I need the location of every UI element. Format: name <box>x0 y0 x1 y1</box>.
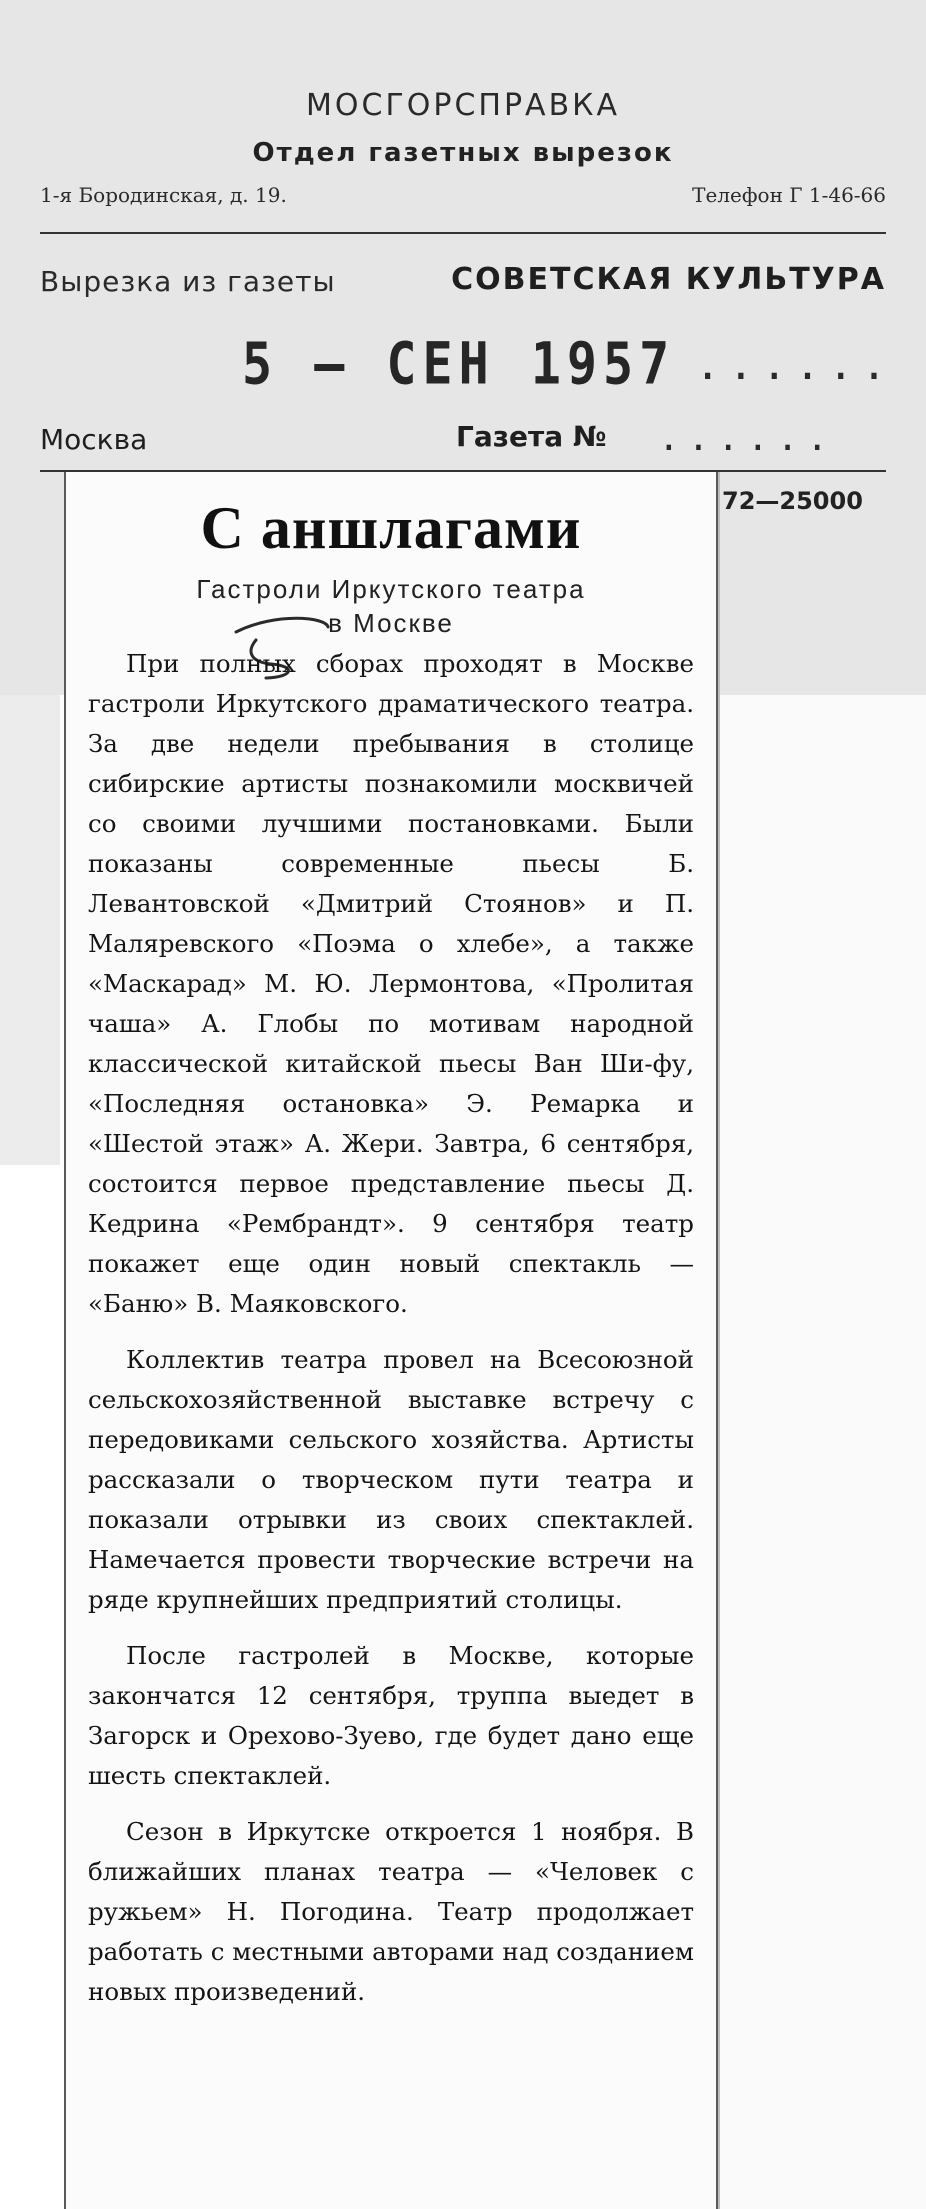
header-rule <box>40 232 886 234</box>
paper-number-dots: ...... <box>658 418 837 459</box>
subhead-line: Гастроли Иркутского театра <box>196 574 586 604</box>
circulation-number: 72—25000 <box>722 487 863 515</box>
form-margin <box>0 695 60 1165</box>
article-body <box>88 644 694 2028</box>
paper-number-label: Газета № <box>456 420 607 453</box>
clipping-label: Вырезка из газеты <box>40 265 336 298</box>
date-stamp: 5 — СЕН 1957 <box>242 330 676 398</box>
date-dots: ...... <box>695 340 895 389</box>
department-name: Отдел газетных вырезок <box>252 138 674 168</box>
article-paragraph: После гастролей в Москве, которые закончатся 12 сентября, труппа выедет в Загорск и Орехово-Зуево, где будет дано еще шесть спектаклей. <box>88 1641 694 1790</box>
article-subhead <box>66 572 716 640</box>
agency-phone: Телефон Г 1-46-66 <box>692 183 886 207</box>
article-paragraph: Сезон в Иркутске откроется 1 ноября. В ближайших планах театра — «Человек с ружьем» Н. Погодина. Театр продолжает работать с местными авторами над созданием новых произведений. <box>88 1817 694 2006</box>
agency-name: МОСГОРСПРАВКА <box>306 88 620 123</box>
article-paragraph: Коллектив театра провел на Всесоюзной сельскохозяйственной выставке встречу с передовиками сельского хозяйства. Артисты рассказали о творческом пути театра и показали отрывки из своих спектаклей. Намечается провести творческие встречи на ряде крупнейших предприятий столицы. <box>88 1345 694 1614</box>
subhead-line: в Москве <box>328 608 454 638</box>
newspaper-name: СОВЕТСКАЯ КУЛЬТУРА <box>451 262 886 297</box>
city-label: Москва <box>40 423 148 456</box>
page-background <box>712 695 926 2209</box>
article-paragraph: При полных сборах проходят в Москве гастроли Иркутского драматического театра. За две недели пребывания в столице сибирские артисты познакомили москвичей со своими лучшими постановками. Были показаны современные пьесы Б. Левантовской «Дмитрий Стоянов» и П. Маляревского «Поэма о хлебе», а также «Маскарад» М. Ю. Лермонтова, «Пролитая чаша» А. Глобы по мотивам народной классической китайской пьесы Ван Ши-фу, «Последняя остановка» Э. Ремарка и «Шестой этаж» А. Жери. Завтра, 6 сентября, состоится первое представление пьесы Д. Кедрина «Рембрандт». 9 сентября театр покажет еще один новый спектакль — «Баню» В. Маяковского. <box>88 649 694 1318</box>
newspaper-clipping <box>64 472 718 2209</box>
agency-address: 1-я Бородинская, д. 19. <box>40 183 287 207</box>
article-headline: С аншлагами <box>200 495 582 561</box>
